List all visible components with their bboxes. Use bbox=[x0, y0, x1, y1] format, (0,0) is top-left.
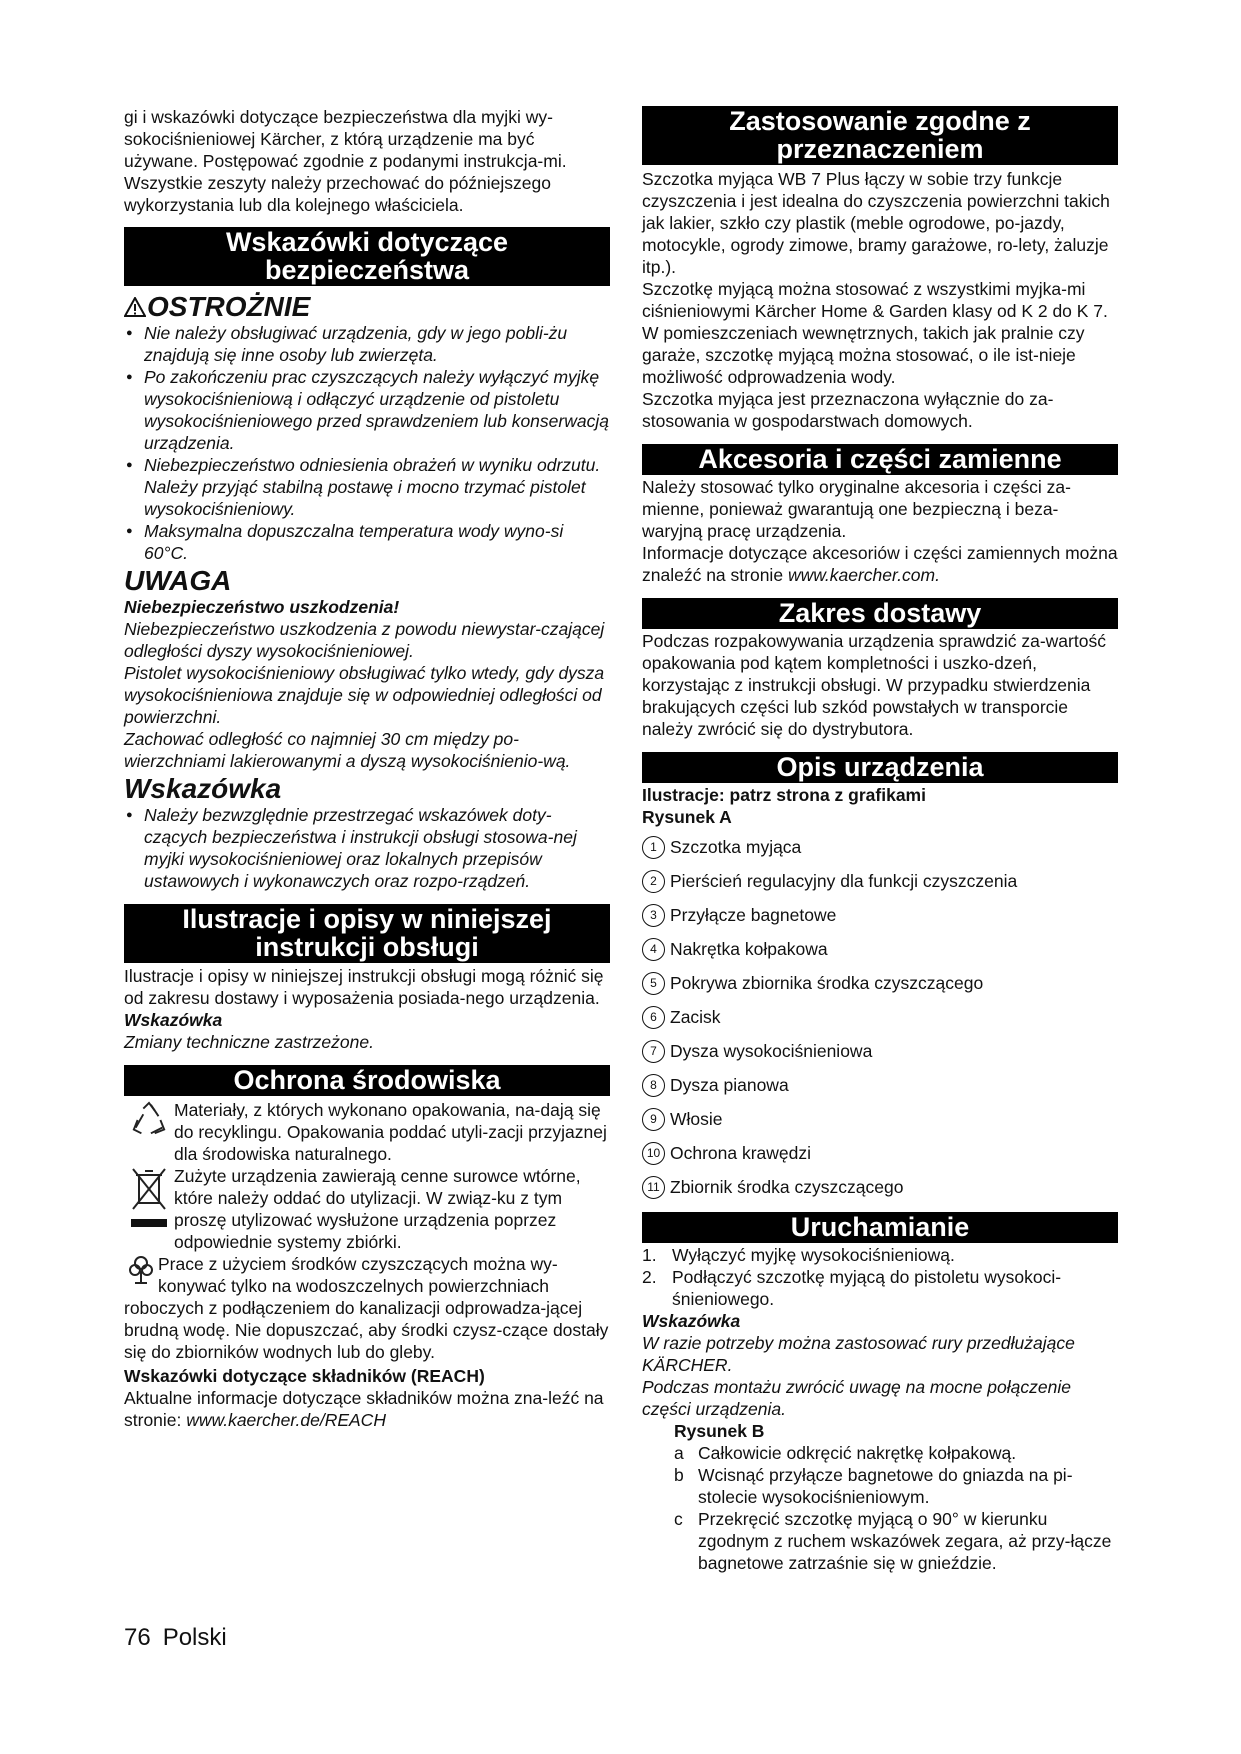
delivery-heading: Zakres dostawy bbox=[642, 598, 1118, 629]
intro-paragraph: Wszystkie zeszyty należy przechować do późniejszego wykorzystania lub dla kolejnego właściciela. bbox=[124, 173, 551, 215]
list-item: ● Niebezpieczeństwo odniesienia obrażeń w wyniku odrzutu. Należy przyjąć stabilną postawę i mocno trzymać pistolet wysokociśnieniowy. bbox=[124, 454, 610, 520]
intended-use-heading-line: Zastosowanie zgodne z bbox=[729, 106, 1031, 136]
list-item: ● Maksymalna dopuszczalna temperatura wody wyno-si 60°C. bbox=[124, 520, 610, 564]
description-heading: Opis urządzenia bbox=[642, 752, 1118, 783]
reach-title: Wskazówki dotyczące składników (REACH) bbox=[124, 1366, 485, 1386]
part-label: Nakrętka kołpakowa bbox=[670, 939, 828, 959]
safety-heading-line: Wskazówki dotyczące bbox=[225, 227, 509, 257]
step-text: Podłączyć szczotkę myjącą do pistoletu wysokoci-śnieniowego. bbox=[672, 1267, 1062, 1309]
step-number: 1. bbox=[642, 1245, 657, 1265]
figure-b-label: Rysunek B bbox=[674, 1421, 765, 1441]
part-number: 2 bbox=[642, 870, 665, 893]
step-text: Przekręcić szczotkę myjącą o 90° w kierunku zgodnym z ruchem wskazówek zegara, aż przy-łącze bagnetowe zatrzaśnie się w gnieździe. bbox=[698, 1509, 1112, 1573]
illustrations-note-title: Wskazówka bbox=[124, 1010, 223, 1030]
part-number: 6 bbox=[642, 1006, 665, 1029]
intended-use-heading bbox=[642, 106, 1118, 165]
list-item bbox=[674, 1508, 1118, 1574]
part-label: Dysza wysokociśnieniowa bbox=[670, 1041, 873, 1061]
uwaga-paragraph: Niebezpieczeństwo uszkodzenia z powodu niewystar-czającej odległości dyszy wysokociśnieniowej. bbox=[124, 619, 605, 661]
recycle-icon bbox=[124, 1099, 174, 1139]
step-letter: b bbox=[674, 1465, 684, 1485]
list-item bbox=[642, 1170, 1118, 1204]
intended-use-heading-line: przeznaczeniem bbox=[776, 134, 984, 164]
intro-paragraph: gi i wskazówki dotyczące bezpieczeństwa dla myjki wy-sokociśnieniowej Kärcher, z którą urządzenie ma być używane. Postępować zgodnie z podanymi instrukcja-mi. bbox=[124, 107, 567, 171]
step-text: Wcisnąć przyłącze bagnetowe do gniazda na pi-stolecie wysokociśnieniowym. bbox=[698, 1465, 1073, 1507]
part-label: Pokrywa zbiornika środka czyszczącego bbox=[670, 973, 984, 993]
part-label: Szczotka myjąca bbox=[670, 837, 802, 857]
list-item bbox=[642, 932, 1118, 966]
caution-title bbox=[124, 292, 610, 322]
caution-list bbox=[124, 322, 610, 564]
intended-paragraph: Szczotkę myjącą można stosować z wszystkimi myjka-mi ciśnieniowymi Kärcher Home & Garden klasy od K 2 do K 7. bbox=[642, 279, 1108, 321]
accessories-text: Należy stosować tylko oryginalne akcesoria i części za-mienne, ponieważ gwarantują one bezpieczną i beza-waryjną pracę urządzenia. bbox=[642, 477, 1071, 541]
accessories-link[interactable]: www.kaercher.com. bbox=[787, 565, 940, 585]
warning-triangle-icon bbox=[124, 297, 146, 317]
part-number: 11 bbox=[642, 1176, 665, 1199]
startup-steps bbox=[642, 1244, 1118, 1310]
list-item bbox=[642, 830, 1118, 864]
illustrations-note-text: Zmiany techniczne zastrzeżone. bbox=[124, 1032, 374, 1052]
intended-paragraph: Szczotka myjąca jest przeznaczona wyłącznie do za-stosowania w gospodarstwach domowych. bbox=[642, 389, 1054, 431]
list-item bbox=[642, 1000, 1118, 1034]
startup-note-text: Podczas montażu zwrócić uwagę na mocne połączenie części urządzenia. bbox=[642, 1377, 1071, 1419]
detergent-text: Prace z użyciem środków czyszczących można wy-konywać tylko na wodoszczelnych powierzchniach bbox=[158, 1254, 558, 1296]
reach-link[interactable]: www.kaercher.de/REACH bbox=[186, 1410, 386, 1430]
parts-list bbox=[642, 830, 1118, 1204]
illustrations-heading bbox=[124, 904, 610, 963]
part-label: Ochrona krawędzi bbox=[670, 1143, 812, 1163]
part-label: Zacisk bbox=[670, 1007, 721, 1027]
safety-heading-line: bezpieczeństwa bbox=[264, 255, 470, 285]
note-list bbox=[124, 804, 610, 892]
illustrations-text: Ilustracje i opisy w niniejszej instrukcji obsługi mogą różnić się od zakresu dostawy i wyposażenia posiada-nego urządzenia. bbox=[124, 966, 604, 1008]
recycle-text: Materiały, z których wykonano opakowania, na-dają się do recyklingu. Opakowania poddać utyli-zacji przyjaznej dla środowiska naturalnego. bbox=[174, 1100, 607, 1164]
detergent-tree-icon bbox=[124, 1253, 158, 1285]
uwaga-title: UWAGA bbox=[124, 565, 232, 596]
list-item bbox=[642, 898, 1118, 932]
footer-language: Polski bbox=[162, 1624, 227, 1651]
list-item: ● Należy bezwzględnie przestrzegać wskazówek doty-czących bezpieczeństwa i instrukcji obsługi stosowa-nej myjki wysokociśnieniowej oraz lokalnych przepisów ustawowych i wykonawczych oraz rozpo-rządzeń. bbox=[124, 804, 610, 892]
part-number: 8 bbox=[642, 1074, 665, 1097]
detergent-text-continued: roboczych z podłączeniem do kanalizacji odprowadza-jącej brudną wodę. Nie dopuszczać, aby środki czysz-czące dostały się do zbiorników wodnych lub do gleby. bbox=[124, 1298, 609, 1362]
startup-note-text: W razie potrzeby można zastosować rury przedłużające KÄRCHER. bbox=[642, 1333, 1075, 1375]
page-number: 76 bbox=[124, 1624, 151, 1651]
safety-heading bbox=[124, 227, 610, 286]
left-column bbox=[124, 106, 610, 1431]
part-label: Przyłącze bagnetowe bbox=[670, 905, 837, 925]
list-item bbox=[674, 1442, 1118, 1464]
list-item bbox=[642, 966, 1118, 1000]
list-item bbox=[642, 1034, 1118, 1068]
part-number: 10 bbox=[642, 1142, 665, 1165]
part-number: 4 bbox=[642, 938, 665, 961]
intended-paragraph: W pomieszczeniach wewnętrznych, takich jak pralnie czy garaże, szczotkę myjącą można stosować, o ile ist-nieje możliwość odprowadzenia wody. bbox=[642, 323, 1085, 387]
illustration-reference: Ilustracje: patrz strona z grafikami bbox=[642, 785, 926, 805]
list-item bbox=[642, 1136, 1118, 1170]
intended-paragraph: Szczotka myjąca WB 7 Plus łączy w sobie trzy funkcje czyszczenia i jest idealna do czyszczenia powierzchni takich jak lakier, szkło czy plastik (meble ogrodowe, po-jazdy, motocykle, ogrody zimowe, bramy garażowe, ro-lety, żaluzje itp.). bbox=[642, 169, 1110, 277]
accessories-paragraph bbox=[642, 542, 1118, 586]
recycle-row bbox=[124, 1099, 610, 1165]
step-text: Wyłączyć myjkę wysokociśnieniową. bbox=[672, 1245, 955, 1265]
crossed-bin-icon bbox=[124, 1165, 174, 1233]
startup-note-title: Wskazówka bbox=[642, 1311, 741, 1331]
weee-text: Zużyte urządzenia zawierają cenne surowce wtórne, które należy oddać do utylizacji. W związ-ku z tym proszę utylizować wysłużone urządzenia poprzez odpowiednie systemy zbiórki. bbox=[174, 1166, 581, 1252]
figure-a-label: Rysunek A bbox=[642, 807, 732, 827]
list-item bbox=[642, 1244, 1118, 1266]
detergent-row bbox=[124, 1253, 610, 1297]
uwaga-paragraph: Zachować odległość co najmniej 30 cm między po-wierzchniami lakierowanymi a dyszą wysokociśnienio-wą. bbox=[124, 729, 571, 771]
step-letter: c bbox=[674, 1509, 683, 1529]
accessories-heading: Akcesoria i części zamienne bbox=[642, 444, 1118, 475]
startup-heading: Uruchamianie bbox=[642, 1212, 1118, 1243]
part-number: 1 bbox=[642, 836, 665, 859]
part-number: 3 bbox=[642, 904, 665, 927]
illustrations-heading-line: instrukcji obsługi bbox=[255, 932, 479, 962]
weee-row bbox=[124, 1165, 610, 1253]
uwaga-subtitle: Niebezpieczeństwo uszkodzenia! bbox=[124, 597, 400, 617]
part-number: 7 bbox=[642, 1040, 665, 1063]
part-number: 9 bbox=[642, 1108, 665, 1131]
reach-paragraph bbox=[124, 1387, 610, 1431]
page-footer bbox=[124, 1624, 239, 1652]
list-item bbox=[642, 1266, 1118, 1310]
part-label: Pierścień regulacyjny dla funkcji czyszczenia bbox=[670, 871, 1018, 891]
part-label: Dysza pianowa bbox=[670, 1075, 789, 1095]
accessories-text-2: Informacje dotyczące akcesoriów i części zamiennych można znaleźć na stronie bbox=[642, 543, 1118, 585]
list-item bbox=[642, 1068, 1118, 1102]
caution-title-text: OSTROŻNIE bbox=[147, 291, 311, 322]
reach-text: Aktualne informacje dotyczące składników można zna-leźć na stronie: bbox=[124, 1388, 604, 1430]
part-label: Zbiornik środka czyszczącego bbox=[670, 1177, 904, 1197]
right-column bbox=[642, 106, 1118, 1574]
step-text: Całkowicie odkręcić nakrętkę kołpakową. bbox=[698, 1443, 1017, 1463]
list-item: ● Po zakończeniu prac czyszczących należy wyłączyć myjkę wysokociśnieniową i odłączyć urządzenie od pistoletu wysokociśnieniowego przed sprawdzeniem lub konserwacją urządzenia. bbox=[124, 366, 610, 454]
note-title: Wskazówka bbox=[124, 773, 282, 804]
uwaga-paragraph: Pistolet wysokociśnieniowy obsługiwać tylko wtedy, gdy dysza wysokociśnieniowa znajduje się w odpowiedniej odległości od powierzchni. bbox=[124, 663, 605, 727]
delivery-text: Podczas rozpakowywania urządzenia sprawdzić za-wartość opakowania pod kątem kompletności i uszko-dzeń, korzystając z instrukcji obsługi. W przypadku stwierdzenia brakujących części lub szkód powstałych w transporcie należy zwrócić się do dystrybutora. bbox=[642, 631, 1106, 739]
step-number: 2. bbox=[642, 1267, 657, 1287]
list-item bbox=[674, 1464, 1118, 1508]
list-item: ● Nie należy obsługiwać urządzenia, gdy w jego pobli-żu znajdują się inne osoby lub zwierzęta. bbox=[124, 322, 610, 366]
list-item bbox=[642, 864, 1118, 898]
illustrations-heading-line: Ilustracje i opisy w niniejszej bbox=[182, 904, 552, 934]
part-label: Włosie bbox=[670, 1109, 723, 1129]
environment-heading: Ochrona środowiska bbox=[124, 1065, 610, 1096]
list-item bbox=[642, 1102, 1118, 1136]
part-number: 5 bbox=[642, 972, 665, 995]
figure-b-steps bbox=[642, 1420, 1118, 1574]
step-letter: a bbox=[674, 1443, 684, 1463]
